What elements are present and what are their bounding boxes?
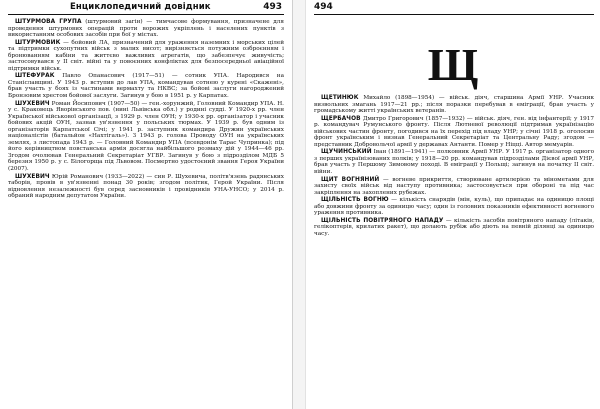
entry-headword: ЩІЛЬНІСТЬ ВОГНЮ bbox=[321, 197, 389, 204]
left-page bbox=[0, 0, 292, 409]
entry-headword: ЩІЛЬНІСТЬ ПОВІТРЯНОГО НАПАДУ bbox=[321, 217, 444, 224]
entry-headword: ШТУРМОВА ГРУПА bbox=[15, 19, 82, 25]
entry-body: — кількість засобів повітряного нападу (літаків, гелікоптерів, крилатих ракет), що долають рубіж або діють на певній ділянці за одиницю часу. bbox=[314, 217, 594, 237]
dictionary-entry bbox=[8, 73, 284, 99]
page-number: 493 bbox=[263, 2, 282, 12]
entry-headword: ЩУЧИНСЬКИЙ bbox=[321, 149, 372, 156]
dictionary-entry bbox=[314, 218, 594, 238]
entry-headword: ШУХЕВИЧ bbox=[15, 173, 50, 180]
running-title: Енциклопедичний довідник bbox=[70, 2, 211, 12]
entry-body: — кількість снарядів (мін, куль), що припадає на одиницю площі або довжини фронту за одиницю часу; один із головних показників ефективності вогневого ураження противника. bbox=[314, 197, 594, 217]
book-gutter bbox=[292, 0, 306, 409]
dictionary-entry bbox=[314, 197, 594, 217]
entry-body: Дмитро Григорович (1857—1932) — військ. діяч, ген. від інфантерії; у 1917 р. командувач Румунського фронту. Після Лютневої революції підтримав українізацію військових частин фронту, погодився на їх перехід під владу УНР; у січні 1918 р. оголосив фронт українським і визнав Генеральний Секретаріат та Центральну Раду; згодом — представник Добровольчої армії у державах Антанти. Помер у Ніцці. Автор мемуарів. bbox=[314, 115, 595, 148]
left-page-header bbox=[8, 2, 284, 15]
dictionary-entry bbox=[314, 149, 594, 175]
entry-body: Іван (1891—1941) — полковник Армії УНР. У 1917 р. організатор одного з перших українізованих полків; у 1918—20 рр. командував підрозділами Дієвої армії УНР, брав участь у Першому Зимовому поході. В еміграції у Польщі; загинув на початку ІІ світ. війни. bbox=[314, 149, 594, 176]
entry-body: Павло Опанасович (1917—51) — сотник УПА. Народився на Станіславщині. У 1943 р. вступив до лав УПА, командував сотнею у курені «Скажені», брав участь у боях із частинами вермахту та НКВС; за бойові заслуги нагороджений Бронзовим хрестом бойової заслуги. Загинув у бою в 1951 р. у Карпатах. bbox=[8, 73, 284, 100]
page-number: 494 bbox=[314, 2, 333, 12]
entry-body: Роман Йосипович (1907—50) — ген.-хорунжий, Головний Командир УПА. Н. у с. Краковець Яворівського пов. (нині Львівська обл.) у родині судді. У 1920-х рр. член Української військової організації, з 1929 р. член ОУН; у 1930-х рр. організатор і учасник бойових акцій ОУН, зазнав ув'язнення у польських тюрмах. У 1939 р. був одним із організаторів Карпатської Січі; у 1941 р. заступник командира Дружин українських націоналістів (батальйон «Нахтігаль»). З 1943 р. голова Проводу ОУН на українських землях, з листопада 1943 р. — Головний Командир УПА (псевдонім Тарас Чупринка); під його керівництвом повстанська армія досягла найбільшого розмаху дій у 1944—46 рр. Згодом очолював Генеральний Секретаріат УГВР. Загинув у бою з підрозділом МДБ 5 березня 1950 р. у с. Білогорща під Львовом. Посмертно удостоєний звання Героя України (2007). bbox=[8, 100, 284, 173]
dictionary-entry bbox=[314, 116, 594, 149]
entry-body: (штурмовий загін) — тимчасове формування, призначене для проведення штурмових операцій проти ворожих укріплень і населених пунктів з використанням особових засобів при бої у містах. bbox=[8, 19, 284, 39]
right-page bbox=[306, 0, 600, 409]
dictionary-entry bbox=[314, 95, 594, 115]
dictionary-entry bbox=[314, 177, 594, 197]
dictionary-entry bbox=[8, 101, 284, 173]
entry-headword: ЩЕРБАЧОВ bbox=[321, 115, 361, 122]
entry-headword: ЩЕТИНЮК bbox=[321, 95, 359, 101]
entry-body: Михайло (1898—1954) — військ. діяч, старшина Армії УНР. Учасник визвольних змагань 1917—21 рр.; після поразки перебував в еміграції, брав участь у громадському житті українських ветеранів. bbox=[314, 95, 595, 115]
entry-body: — бойовий ЛА, призначений для ураження наземних і морських цілей та підтримки сухопутних військ з малих висот; вирізняється потужним озброєнням і бронюванням кабіни та життєво важливих агрегатів, що забезпечує живучість; застосовувався у ІІ світ. війні та у повоєнних конфліктах для безпосередньої авіаційної підтримки військ. bbox=[8, 39, 284, 72]
dictionary-entry bbox=[8, 174, 284, 200]
entry-headword: ШТУРМОВИК bbox=[15, 39, 61, 46]
entry-body: — вогневе прикриття, створюване артилерією та мінометами для захисту своїх військ від наступу противника; застосовується при обороні та під час закріплення на захоплених рубежах. bbox=[314, 176, 594, 196]
right-page-header bbox=[314, 2, 594, 15]
dictionary-entry bbox=[8, 40, 284, 73]
section-letter: Щ bbox=[427, 39, 481, 90]
entry-headword: ШУХЕВИЧ bbox=[15, 100, 50, 107]
entry-body: Юрій Романович (1933—2022) — син Р. Шухевича, політв'язень радянських таборів, провів в ув'язненні понад 30 років; згодом політик, Герой України. Після відновлення незалежності був серед засновників і провідників УНА-УНСО; у 2014 р. обраний народним депутатом України. bbox=[8, 173, 285, 200]
entry-headword: ЩИТ ВОГНЯНИЙ bbox=[321, 176, 380, 183]
entry-headword: ШТЕФУРАК bbox=[15, 73, 55, 80]
dictionary-entry bbox=[8, 19, 284, 39]
